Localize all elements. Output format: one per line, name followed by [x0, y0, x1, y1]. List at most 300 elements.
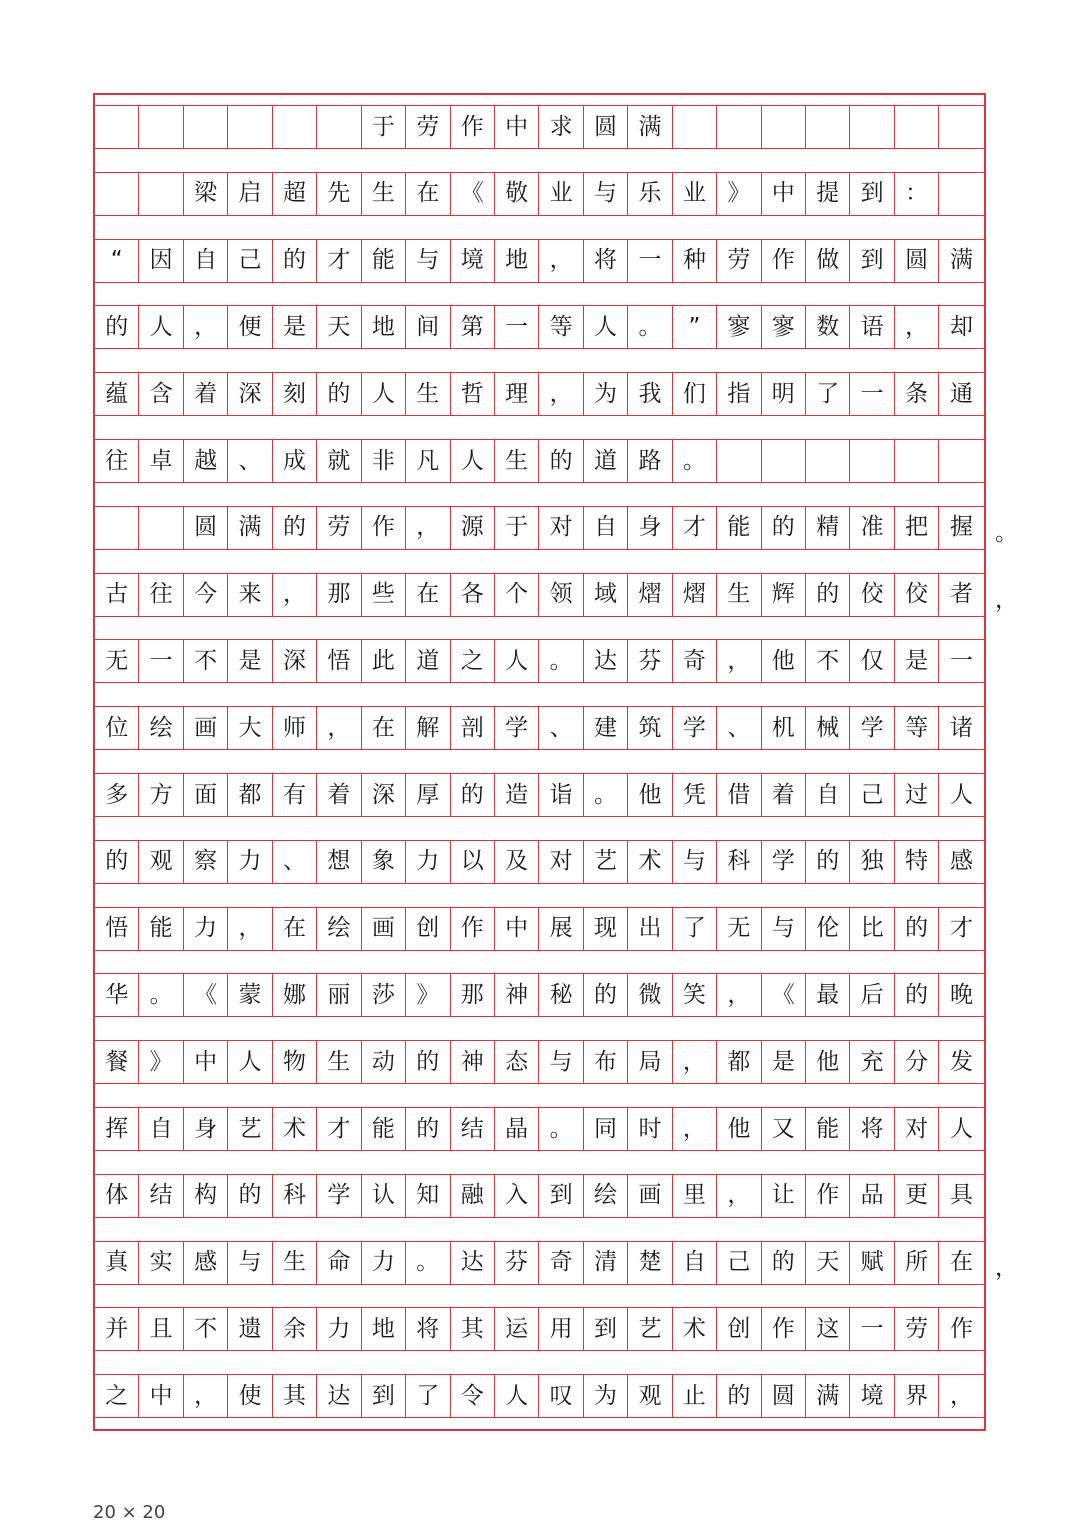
grid-cell	[850, 106, 894, 148]
grid-cell: 深	[273, 640, 317, 682]
grid-cell: 来	[228, 574, 272, 616]
grid-cell: 中	[495, 908, 539, 950]
grid-cell: 的	[806, 841, 850, 883]
grid-cell: 卓	[139, 440, 183, 482]
grid-row	[95, 706, 984, 750]
grid-cell: 人	[495, 1375, 539, 1417]
grid-cell: 现	[584, 908, 628, 950]
grid-cell: 体	[95, 1175, 139, 1217]
grid-cell: 知	[406, 1175, 450, 1217]
grid-cell: 语	[850, 306, 894, 348]
grid-cell: 感	[950, 848, 974, 875]
grid-cell: 借	[717, 774, 761, 816]
grid-cell: 对	[539, 507, 583, 549]
grid-cell: 梁	[184, 173, 228, 215]
grid-cell: 大	[228, 707, 272, 749]
grid-cell: 力	[228, 841, 272, 883]
grid-cell: 艺	[584, 841, 628, 883]
grid-cell: 画	[362, 908, 406, 950]
grid-cell: 神	[451, 1041, 495, 1083]
grid-cell: 圆	[184, 507, 228, 549]
grid-cell: 界	[895, 1375, 939, 1417]
grid-cell: 的	[228, 1175, 272, 1217]
overflow-punctuation: ，	[995, 586, 1018, 613]
grid-cell: 中	[139, 1375, 183, 1417]
grid-cell: 无	[717, 908, 761, 950]
grid-cell: 融	[451, 1175, 495, 1217]
grid-row	[95, 573, 984, 617]
grid-cell: 。	[628, 306, 672, 348]
grid-cell: 更	[895, 1175, 939, 1217]
grid-cell: ，	[539, 373, 583, 415]
grid-cell: 些	[362, 574, 406, 616]
grid-cell: 圆	[584, 106, 628, 148]
grid-cell: 、	[717, 707, 761, 749]
grid-cell: 充	[850, 1041, 894, 1083]
grid-cell: 的	[762, 507, 806, 549]
grid-cell	[806, 106, 850, 148]
grid-cell: 时	[628, 1108, 672, 1150]
grid-cell: 。	[539, 1108, 583, 1150]
grid-cell: 的	[317, 373, 361, 415]
grid-cell: 、	[228, 440, 272, 482]
grid-cell: 己	[850, 774, 894, 816]
grid-cell: 学	[762, 841, 806, 883]
grid-row	[95, 1174, 984, 1218]
grid-cell: 着	[317, 774, 361, 816]
grid-cell: 令	[451, 1375, 495, 1417]
composition-grid	[93, 93, 986, 1431]
grid-cell: ：	[895, 173, 939, 215]
grid-cell: 深	[362, 774, 406, 816]
grid-cell	[939, 440, 983, 482]
grid-cell: 寥	[717, 306, 761, 348]
grid-cell	[273, 106, 317, 148]
grid-cell: 画	[184, 707, 228, 749]
grid-cell	[939, 173, 983, 215]
grid-cell: 比	[850, 908, 894, 950]
grid-cell: 域	[584, 574, 628, 616]
grid-cell: 超	[273, 173, 317, 215]
grid-cell: 创	[717, 1308, 761, 1350]
grid-cell: 道	[406, 640, 450, 682]
grid-cell: 圆	[895, 240, 939, 282]
grid-cell: 诣	[539, 774, 583, 816]
grid-cell: 布	[584, 1041, 628, 1083]
grid-cell: 清	[584, 1242, 628, 1284]
grid-cell: 含	[139, 373, 183, 415]
grid-cell: 了	[406, 1375, 450, 1417]
grid-cell: 自	[184, 240, 228, 282]
grid-cell: 一	[139, 640, 183, 682]
grid-row	[95, 1107, 984, 1151]
grid-cell: 及	[495, 841, 539, 883]
grid-cell: 与	[539, 1041, 583, 1083]
grid-cell: 入	[495, 1175, 539, 1217]
grid-cell: 业	[539, 173, 583, 215]
grid-cell: 熠	[628, 574, 672, 616]
grid-cell: 之	[95, 1375, 139, 1417]
grid-cell: 将	[584, 240, 628, 282]
grid-cell: 悟	[317, 640, 361, 682]
grid-cell: 作	[451, 908, 495, 950]
grid-cell: 过	[895, 774, 939, 816]
grid-cell: 是	[228, 640, 272, 682]
grid-cell: 术	[273, 1108, 317, 1150]
grid-cell: 条	[895, 373, 939, 415]
grid-cell: 的	[406, 1108, 450, 1150]
grid-cell: 哲	[451, 373, 495, 415]
grid-cell: 绘	[139, 707, 183, 749]
grid-cell: 才	[317, 240, 361, 282]
grid-cell: 的	[895, 908, 939, 950]
grid-cell: 为	[584, 373, 628, 415]
grid-cell: ，	[717, 974, 761, 1016]
grid-cell: 结	[451, 1108, 495, 1150]
grid-cell: 。	[406, 1242, 450, 1284]
grid-cell: 往	[95, 440, 139, 482]
grid-cell: 敬	[495, 173, 539, 215]
grid-cell: 求	[539, 106, 583, 148]
grid-cell: 于	[495, 507, 539, 549]
grid-cell: 蕴	[95, 373, 139, 415]
grid-cell: 力	[317, 1308, 361, 1350]
grid-cell: 他	[628, 774, 672, 816]
grid-cell: 最	[806, 974, 850, 1016]
grid-cell: 佼	[895, 574, 939, 616]
grid-cell: 地	[495, 240, 539, 282]
grid-cell: 能	[139, 908, 183, 950]
grid-cell: 一	[628, 240, 672, 282]
grid-cell	[939, 106, 983, 148]
grid-cell: 遗	[228, 1308, 272, 1350]
grid-cell: 乐	[628, 173, 672, 215]
grid-cell: 秘	[539, 974, 583, 1016]
grid-cell: 熠	[673, 574, 717, 616]
grid-cell: ，	[184, 1375, 228, 1417]
grid-row	[95, 1307, 984, 1351]
grid-cell: 又	[762, 1108, 806, 1150]
grid-cell: 丽	[317, 974, 361, 1016]
grid-cell: 生	[406, 373, 450, 415]
grid-cell: 到	[539, 1175, 583, 1217]
grid-cell: 着	[762, 774, 806, 816]
grid-cell: 一	[495, 306, 539, 348]
grid-cell: 认	[362, 1175, 406, 1217]
grid-cell: 真	[95, 1242, 139, 1284]
grid-cell: 。	[539, 640, 583, 682]
grid-cell	[850, 440, 894, 482]
grid-cell: 其	[451, 1308, 495, 1350]
grid-cell: 在	[406, 173, 450, 215]
grid-cell: 等	[539, 306, 583, 348]
grid-cell: 者	[950, 581, 974, 608]
grid-cell: 使	[228, 1375, 272, 1417]
grid-cell: 一	[850, 1308, 894, 1350]
grid-cell: 明	[762, 373, 806, 415]
grid-cell: 这	[806, 1308, 850, 1350]
grid-cell: 楚	[628, 1242, 672, 1284]
grid-cell: 的	[95, 306, 139, 348]
grid-cell: 力	[184, 908, 228, 950]
grid-cell: 种	[673, 240, 717, 282]
grid-cell: 的	[273, 240, 317, 282]
grid-cell: 精	[806, 507, 850, 549]
grid-cell: 领	[539, 574, 583, 616]
grid-cell: 就	[317, 440, 361, 482]
grid-cell: 满	[950, 247, 974, 274]
grid-cell: 机	[762, 707, 806, 749]
grid-cell: 那	[317, 574, 361, 616]
grid-cell: 的	[406, 1041, 450, 1083]
grid-cell: 刻	[273, 373, 317, 415]
grid-cell: 古	[95, 574, 139, 616]
grid-cell: 动	[362, 1041, 406, 1083]
grid-cell: 劳	[317, 507, 361, 549]
grid-cell: 之	[451, 640, 495, 682]
grid-cell: 想	[317, 841, 361, 883]
grid-cell: 自	[139, 1108, 183, 1150]
grid-cell: 作	[762, 1308, 806, 1350]
grid-cell: 达	[317, 1375, 361, 1417]
grid-cell: ”	[673, 306, 717, 348]
grid-row	[95, 172, 984, 216]
grid-cell: 无	[95, 640, 139, 682]
grid-cell: 等	[895, 707, 939, 749]
grid-cell: 人	[495, 640, 539, 682]
grid-cell: 娜	[273, 974, 317, 1016]
grid-cell: 到	[850, 173, 894, 215]
grid-cell: 观	[628, 1375, 672, 1417]
grid-cell: 挥	[95, 1108, 139, 1150]
grid-cell: 、	[273, 841, 317, 883]
grid-cell: 中	[184, 1041, 228, 1083]
grid-cell: 面	[184, 774, 228, 816]
grid-cell: 道	[584, 440, 628, 482]
grid-cell: 成	[273, 440, 317, 482]
grid-cell: 能	[806, 1108, 850, 1150]
grid-cell: 凭	[673, 774, 717, 816]
grid-cell: 了	[673, 908, 717, 950]
grid-cell: 的	[717, 1375, 761, 1417]
grid-cell: 《	[184, 974, 228, 1016]
grid-cell: 独	[850, 841, 894, 883]
grid-row	[95, 105, 984, 149]
grid-cell: 在	[950, 1249, 974, 1276]
grid-cell: 劳	[717, 240, 761, 282]
grid-cell: 天	[806, 1242, 850, 1284]
grid-cell: 学	[495, 707, 539, 749]
grid-cell: 不	[184, 1308, 228, 1350]
grid-cell: 伦	[806, 908, 850, 950]
grid-cell	[228, 106, 272, 148]
grid-cell: 观	[139, 841, 183, 883]
grid-cell: 学	[850, 707, 894, 749]
grid-cell: 学	[673, 707, 717, 749]
grid-cell: 与	[584, 173, 628, 215]
grid-row	[95, 907, 984, 951]
grid-cell: ，	[228, 908, 272, 950]
grid-cell	[762, 106, 806, 148]
grid-cell: 地	[362, 306, 406, 348]
grid-cell: 们	[673, 373, 717, 415]
grid-cell: 。	[673, 440, 717, 482]
grid-cell: 奇	[673, 640, 717, 682]
grid-cell: 械	[806, 707, 850, 749]
grid-cell: “	[95, 240, 139, 282]
grid-cell: 业	[673, 173, 717, 215]
grid-cell: 他	[762, 640, 806, 682]
grid-cell: 物	[273, 1041, 317, 1083]
grid-cell: 才	[673, 507, 717, 549]
grid-cell	[895, 106, 939, 148]
grid-cell: ，	[717, 1175, 761, 1217]
grid-cell: 一	[850, 373, 894, 415]
grid-cell: 的	[95, 841, 139, 883]
grid-cell	[139, 173, 183, 215]
grid-row	[95, 1241, 984, 1285]
grid-cell: 我	[628, 373, 672, 415]
grid-cell: 人	[950, 781, 974, 808]
grid-cell: 作	[950, 1315, 974, 1342]
grid-cell: 到	[850, 240, 894, 282]
grid-cell: 劳	[406, 106, 450, 148]
grid-cell: 与	[673, 841, 717, 883]
grid-cell: 局	[628, 1041, 672, 1083]
grid-cell: 止	[673, 1375, 717, 1417]
grid-row	[95, 639, 984, 683]
grid-cell: 在	[273, 908, 317, 950]
grid-cell: ，	[717, 640, 761, 682]
grid-row	[95, 439, 984, 483]
grid-cell: 剖	[451, 707, 495, 749]
grid-cell: 方	[139, 774, 183, 816]
grid-cell: 蒙	[228, 974, 272, 1016]
grid-cell: 在	[362, 707, 406, 749]
grid-cell: 的	[539, 440, 583, 482]
grid-cell: 握	[950, 514, 974, 541]
grid-row	[95, 1374, 984, 1418]
grid-cell: 。	[139, 974, 183, 1016]
grid-cell: 多	[95, 774, 139, 816]
grid-cell: 却	[950, 313, 974, 340]
grid-cell: 生	[317, 1041, 361, 1083]
grid-cell: 是	[762, 1041, 806, 1083]
grid-cell: 创	[406, 908, 450, 950]
grid-cell: ，	[895, 306, 939, 348]
grid-row	[95, 773, 984, 817]
grid-cell	[139, 507, 183, 549]
grid-cell: 》	[717, 173, 761, 215]
grid-cell: 叹	[539, 1375, 583, 1417]
grid-cell: 科	[273, 1175, 317, 1217]
grid-cell: 将	[850, 1108, 894, 1150]
grid-cell: 科	[717, 841, 761, 883]
grid-row	[95, 506, 984, 550]
grid-cell: 让	[762, 1175, 806, 1217]
grid-cell: 华	[95, 974, 139, 1016]
grid-cell: 力	[406, 841, 450, 883]
grid-cell: 在	[406, 574, 450, 616]
grid-size-label: 20 × 20	[93, 1502, 166, 1523]
grid-cell: 自	[584, 507, 628, 549]
grid-cell: 笑	[673, 974, 717, 1016]
grid-cell: 品	[850, 1175, 894, 1217]
grid-cell: 发	[950, 1048, 974, 1075]
grid-row	[95, 372, 984, 416]
grid-cell: 学	[317, 1175, 361, 1217]
grid-cell: 能	[717, 507, 761, 549]
grid-cell: 特	[895, 841, 939, 883]
grid-cell: 余	[273, 1308, 317, 1350]
grid-cell: 作	[451, 106, 495, 148]
grid-cell: 画	[628, 1175, 672, 1217]
grid-cell: 的	[451, 774, 495, 816]
grid-cell: 启	[228, 173, 272, 215]
grid-cell: 理	[495, 373, 539, 415]
grid-cell: 绘	[584, 1175, 628, 1217]
grid-cell: ，	[539, 240, 583, 282]
grid-cell: 结	[139, 1175, 183, 1217]
grid-cell: 他	[806, 1041, 850, 1083]
grid-cell: 身	[628, 507, 672, 549]
grid-cell: 人	[950, 1115, 974, 1142]
grid-cell	[717, 106, 761, 148]
grid-cell: 了	[806, 373, 850, 415]
grid-cell: 才	[317, 1108, 361, 1150]
grid-cell: 造	[495, 774, 539, 816]
grid-cell: 身	[184, 1108, 228, 1150]
grid-cell: 术	[628, 841, 672, 883]
grid-cell: 中	[495, 106, 539, 148]
grid-cell: 是	[273, 306, 317, 348]
grid-cell: 中	[762, 173, 806, 215]
grid-cell: 所	[895, 1242, 939, 1284]
grid-cell: 有	[273, 774, 317, 816]
grid-cell: 便	[228, 306, 272, 348]
grid-cell	[317, 106, 361, 148]
grid-cell: 达	[584, 640, 628, 682]
overflow-punctuation: ，	[995, 1254, 1018, 1281]
grid-cell: 先	[317, 173, 361, 215]
grid-cell: ，	[273, 574, 317, 616]
grid-cell: 与	[406, 240, 450, 282]
grid-cell: 他	[717, 1108, 761, 1150]
grid-cell: 的	[762, 1242, 806, 1284]
grid-cell	[895, 440, 939, 482]
grid-cell: 诸	[950, 714, 974, 741]
grid-cell: 人	[584, 306, 628, 348]
grid-cell: 是	[895, 640, 939, 682]
grid-cell: 把	[895, 507, 939, 549]
grid-cell: 厚	[406, 774, 450, 816]
grid-cell: 为	[584, 1375, 628, 1417]
grid-cell: 》	[406, 974, 450, 1016]
grid-cell: 与	[228, 1242, 272, 1284]
grid-cell: 都	[717, 1041, 761, 1083]
grid-row	[95, 973, 984, 1017]
grid-cell: 建	[584, 707, 628, 749]
grid-cell: 各	[451, 574, 495, 616]
grid-cell: 指	[717, 373, 761, 415]
grid-cell: 达	[451, 1242, 495, 1284]
grid-cell: 实	[139, 1242, 183, 1284]
grid-cell: 因	[139, 240, 183, 282]
grid-cell: 地	[362, 1308, 406, 1350]
grid-cell: 自	[673, 1242, 717, 1284]
grid-cell: 提	[806, 173, 850, 215]
grid-cell: 人	[139, 306, 183, 348]
